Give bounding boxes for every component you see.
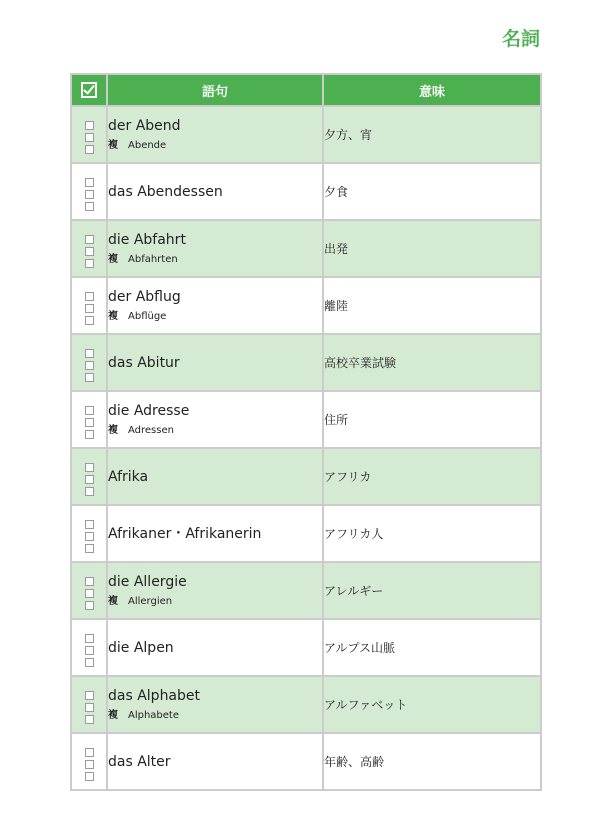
- review-checkbox[interactable]: [85, 487, 94, 496]
- check-cell: [71, 448, 107, 505]
- plural-form: [108, 425, 322, 437]
- plural-label: 複: [108, 710, 118, 721]
- meaning-cell: アルプス山脈: [323, 619, 541, 676]
- table-row: [71, 334, 541, 391]
- plural-word: Alphabete: [128, 710, 180, 721]
- vocabulary-table: [70, 73, 542, 791]
- word-text: die Allergie: [108, 574, 187, 590]
- review-checkbox[interactable]: [85, 703, 94, 712]
- meaning-cell: アフリカ人: [323, 505, 541, 562]
- review-checkbox[interactable]: [85, 361, 94, 370]
- word-text: der Abend: [108, 118, 181, 134]
- plural-form: [108, 140, 322, 152]
- checkbox-checked-icon: [81, 82, 97, 98]
- table-header-row: [71, 74, 541, 106]
- review-checkboxes: [85, 349, 94, 382]
- phrase-cell: [107, 334, 323, 391]
- review-checkbox[interactable]: [85, 646, 94, 655]
- check-cell: [71, 562, 107, 619]
- review-checkbox[interactable]: [85, 544, 94, 553]
- word-text: die Alpen: [108, 639, 174, 656]
- review-checkbox[interactable]: [85, 589, 94, 598]
- plural-label: 複: [108, 596, 118, 607]
- review-checkbox[interactable]: [85, 715, 94, 724]
- review-checkbox[interactable]: [85, 190, 94, 199]
- check-cell: [71, 733, 107, 790]
- review-checkbox[interactable]: [85, 304, 94, 313]
- review-checkboxes: [85, 748, 94, 781]
- review-checkbox[interactable]: [85, 475, 94, 484]
- meaning-cell: 高校卒業試験: [323, 334, 541, 391]
- table-row: [71, 676, 541, 733]
- review-checkboxes: [85, 178, 94, 211]
- word-text: das Alphabet: [108, 688, 201, 704]
- header-phrase: 語句: [107, 74, 323, 106]
- header-check-column: [71, 74, 107, 106]
- review-checkbox[interactable]: [85, 577, 94, 586]
- table-row: [71, 562, 541, 619]
- review-checkbox[interactable]: [85, 406, 94, 415]
- check-cell: [71, 334, 107, 391]
- review-checkbox[interactable]: [85, 772, 94, 781]
- review-checkbox[interactable]: [85, 259, 94, 268]
- review-checkbox[interactable]: [85, 418, 94, 427]
- check-cell: [71, 505, 107, 562]
- review-checkbox[interactable]: [85, 349, 94, 358]
- word-text: Afrika: [108, 468, 149, 485]
- table-row: [71, 277, 541, 334]
- plural-label: 複: [108, 311, 118, 322]
- table-row: [71, 391, 541, 448]
- review-checkboxes: [85, 121, 94, 154]
- plural-form: [108, 254, 322, 266]
- review-checkbox[interactable]: [85, 145, 94, 154]
- check-cell: [71, 106, 107, 163]
- word-text: das Abendessen: [108, 183, 223, 200]
- check-cell: [71, 163, 107, 220]
- word-text: Afrikaner・Afrikanerin: [108, 525, 262, 542]
- plural-word: Abende: [128, 140, 167, 151]
- review-checkbox[interactable]: [85, 634, 94, 643]
- word-text: das Abitur: [108, 354, 180, 371]
- phrase-cell: [107, 448, 323, 505]
- plural-form: [108, 311, 322, 323]
- review-checkbox[interactable]: [85, 316, 94, 325]
- plural-form: [108, 596, 322, 608]
- phrase-cell: [107, 163, 323, 220]
- review-checkboxes: [85, 235, 94, 268]
- review-checkbox[interactable]: [85, 760, 94, 769]
- meaning-cell: アフリカ: [323, 448, 541, 505]
- header-meaning: 意味: [323, 74, 541, 106]
- meaning-cell: 夕方、宵: [323, 106, 541, 163]
- review-checkbox[interactable]: [85, 658, 94, 667]
- review-checkbox[interactable]: [85, 133, 94, 142]
- plural-label: 複: [108, 254, 118, 265]
- meaning-cell: 年齢、高齢: [323, 733, 541, 790]
- check-cell: [71, 391, 107, 448]
- check-cell: [71, 619, 107, 676]
- review-checkboxes: [85, 463, 94, 496]
- review-checkbox[interactable]: [85, 691, 94, 700]
- meaning-cell: 出発: [323, 220, 541, 277]
- table-row: [71, 505, 541, 562]
- review-checkbox[interactable]: [85, 373, 94, 382]
- review-checkbox[interactable]: [85, 430, 94, 439]
- plural-label: 複: [108, 425, 118, 436]
- phrase-cell: [107, 676, 323, 733]
- review-checkbox[interactable]: [85, 520, 94, 529]
- word-text: der Abflug: [108, 289, 181, 305]
- review-checkbox[interactable]: [85, 748, 94, 757]
- phrase-cell: [107, 106, 323, 163]
- plural-word: Abfahrten: [128, 254, 178, 265]
- table-row: [71, 619, 541, 676]
- check-cell: [71, 220, 107, 277]
- review-checkbox[interactable]: [85, 235, 94, 244]
- review-checkbox[interactable]: [85, 463, 94, 472]
- word-text: die Adresse: [108, 403, 190, 419]
- phrase-cell: [107, 619, 323, 676]
- phrase-cell: [107, 505, 323, 562]
- plural-label: 複: [108, 140, 118, 151]
- meaning-cell: アルファベット: [323, 676, 541, 733]
- category-title: 名詞: [501, 28, 540, 50]
- phrase-cell: [107, 733, 323, 790]
- meaning-cell: アレルギー: [323, 562, 541, 619]
- table-row: [71, 106, 541, 163]
- review-checkboxes: [85, 406, 94, 439]
- review-checkboxes: [85, 292, 94, 325]
- review-checkbox[interactable]: [85, 247, 94, 256]
- check-cell: [71, 676, 107, 733]
- phrase-cell: [107, 562, 323, 619]
- review-checkboxes: [85, 577, 94, 610]
- phrase-cell: [107, 220, 323, 277]
- phrase-cell: [107, 391, 323, 448]
- table-row: [71, 448, 541, 505]
- meaning-cell: 住所: [323, 391, 541, 448]
- plural-word: Allergien: [128, 596, 173, 607]
- review-checkbox[interactable]: [85, 178, 94, 187]
- table-row: [71, 163, 541, 220]
- vocabulary-rows: [71, 106, 541, 790]
- plural-form: [108, 710, 322, 722]
- plural-word: Abflüge: [128, 311, 167, 322]
- review-checkbox[interactable]: [85, 202, 94, 211]
- meaning-cell: 離陸: [323, 277, 541, 334]
- review-checkbox[interactable]: [85, 601, 94, 610]
- review-checkbox[interactable]: [85, 292, 94, 301]
- word-text: die Abfahrt: [108, 232, 186, 248]
- review-checkboxes: [85, 691, 94, 724]
- review-checkbox[interactable]: [85, 532, 94, 541]
- review-checkboxes: [85, 520, 94, 553]
- meaning-cell: 夕食: [323, 163, 541, 220]
- review-checkbox[interactable]: [85, 121, 94, 130]
- check-cell: [71, 277, 107, 334]
- table-row: [71, 733, 541, 790]
- table-row: [71, 220, 541, 277]
- review-checkboxes: [85, 634, 94, 667]
- word-text: das Alter: [108, 753, 171, 770]
- phrase-cell: [107, 277, 323, 334]
- plural-word: Adressen: [128, 425, 174, 436]
